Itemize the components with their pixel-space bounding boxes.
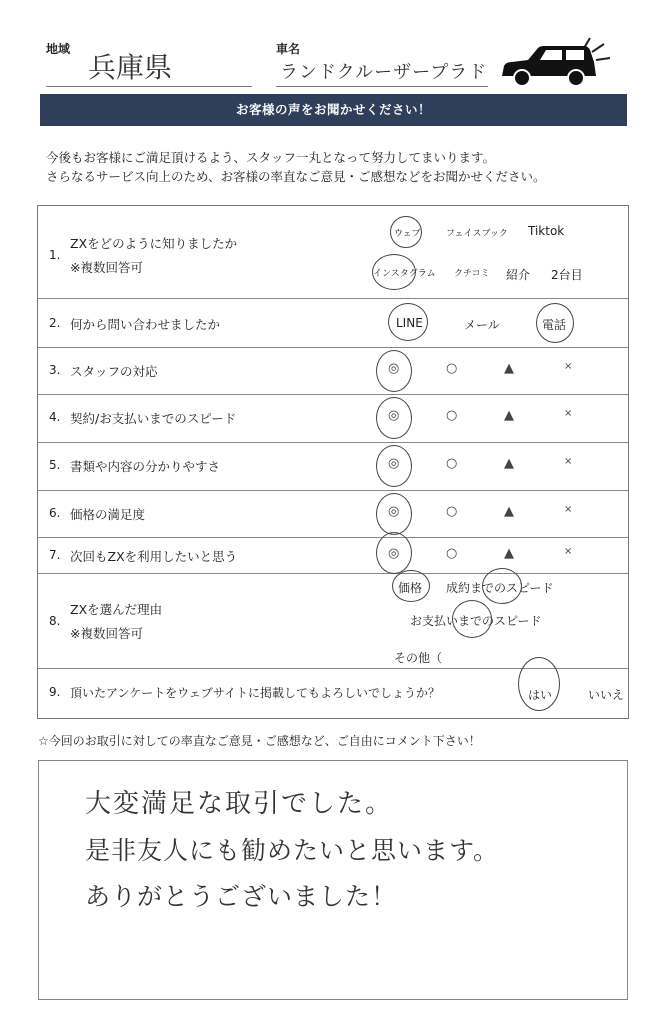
comment-line-2: 是非友人にも勧めたいと思います。: [85, 836, 500, 865]
hand-circle-mark: [482, 568, 522, 604]
rating-fair[interactable]: ▲: [504, 456, 514, 471]
rating-fair[interactable]: ▲: [504, 546, 514, 561]
question-row-2: [38, 299, 628, 348]
comment-prompt: ☆今回のお取引に対しての率直なご意見・ご感想など、ご自由にコメント下さい！: [38, 734, 481, 748]
hand-circle-mark: [372, 254, 416, 290]
rating-poor[interactable]: ×: [564, 408, 573, 419]
question-number: 9.: [49, 685, 61, 699]
question-row-8: [38, 574, 628, 669]
hand-circle-mark: [376, 397, 412, 439]
rating-poor[interactable]: ×: [564, 504, 573, 515]
hand-circle-mark: [376, 350, 412, 392]
option-contract-speed[interactable]: 成約までのスピード: [446, 581, 554, 595]
intro-line-1: 今後もお客様にご満足頂けるよう、スタッフ一丸となって努力してまいります。: [46, 150, 496, 165]
car-value: ランドクルーザープラド: [280, 62, 488, 83]
question-text: ZXを選んだ理由: [70, 602, 163, 617]
rating-excellent[interactable]: ◎: [388, 456, 400, 471]
rating-excellent[interactable]: ◎: [388, 408, 400, 423]
survey-table: [37, 205, 629, 719]
question-number: 2.: [49, 316, 61, 330]
question-row-5: [38, 443, 628, 491]
car-underline: [276, 86, 488, 87]
rating-poor[interactable]: ×: [564, 456, 573, 467]
rating-excellent[interactable]: ◎: [388, 504, 400, 519]
hand-circle-mark: [392, 570, 430, 602]
question-number: 4.: [49, 410, 61, 424]
option-tiktok[interactable]: Tiktok: [528, 224, 565, 238]
rating-good[interactable]: ○: [446, 546, 458, 561]
hand-circle-mark: [376, 445, 412, 487]
option-kuchikomi[interactable]: クチコミ: [454, 269, 490, 279]
option-payment-speed[interactable]: お支払いまでのスピード: [410, 614, 542, 628]
question-number: 3.: [49, 363, 61, 377]
option-line[interactable]: LINE: [396, 316, 423, 330]
option-introduction[interactable]: 紹介: [506, 268, 531, 282]
question-text: 契約/お支払いまでのスピード: [70, 411, 237, 426]
hand-circle-mark: [518, 657, 560, 711]
region-value: 兵庫県: [88, 51, 173, 84]
hand-circle-mark: [452, 600, 492, 638]
option-other[interactable]: その他（: [394, 651, 443, 665]
region-underline: [46, 86, 252, 87]
question-text: ZXをどのように知りましたか: [70, 236, 238, 251]
intro-line-2: さらなるサービス向上のため、お客様の率直なご意見・ご感想などをお聞かせください。: [46, 169, 546, 184]
option-web[interactable]: ウェブ: [394, 229, 421, 239]
question-row-3: [38, 348, 628, 395]
rating-fair[interactable]: ▲: [504, 408, 514, 423]
hand-circle-mark: [376, 493, 412, 535]
question-number: 1.: [49, 248, 61, 262]
hand-circle-mark: [376, 532, 412, 574]
question-text: 次回もZXを利用したいと思う: [70, 549, 238, 564]
hand-circle-mark: [536, 303, 574, 343]
comment-box[interactable]: [38, 760, 628, 1000]
comment-line-3: ありがとうございました！: [85, 882, 398, 911]
rating-fair[interactable]: ▲: [504, 361, 514, 376]
rating-good[interactable]: ○: [446, 408, 458, 423]
option-yes[interactable]: はい: [528, 688, 553, 702]
question-note: ※複数回答可: [70, 260, 143, 275]
option-price[interactable]: 価格: [398, 581, 423, 595]
question-text: 頂いたアンケートをウェブサイトに掲載してもよろしいでしょうか？: [70, 686, 440, 700]
question-row-1: [38, 206, 628, 299]
option-instagram[interactable]: インスタグラム: [373, 269, 436, 279]
option-second-car[interactable]: 2台目: [551, 268, 583, 282]
rating-fair[interactable]: ▲: [504, 504, 514, 519]
question-number: 6.: [49, 506, 61, 520]
question-note: ※複数回答可: [70, 626, 143, 641]
option-phone[interactable]: 電話: [542, 318, 567, 332]
car-icon: [498, 36, 624, 96]
comment-line-1: 大変満足な取引でした。: [85, 789, 394, 819]
question-text: 書類や内容の分かりやすさ: [70, 459, 221, 474]
question-number: 7.: [49, 548, 61, 562]
question-number: 5.: [49, 458, 61, 472]
region-label: 地域: [46, 42, 71, 56]
option-facebook[interactable]: フェイスブック: [446, 229, 508, 239]
question-row-9: [38, 669, 628, 717]
question-text: 何から問い合わせましたか: [70, 317, 221, 332]
rating-good[interactable]: ○: [446, 456, 458, 471]
question-text: スタッフの対応: [70, 364, 158, 379]
hand-circle-mark: [390, 216, 422, 248]
option-no[interactable]: いいえ: [588, 688, 625, 702]
rating-poor[interactable]: ×: [564, 361, 573, 372]
question-row-7: [38, 538, 628, 574]
rating-excellent[interactable]: ◎: [388, 361, 400, 376]
rating-poor[interactable]: ×: [564, 546, 573, 557]
hand-circle-mark: [388, 303, 428, 341]
question-row-6: [38, 491, 628, 538]
rating-good[interactable]: ○: [446, 361, 458, 376]
rating-excellent[interactable]: ◎: [388, 546, 400, 561]
banner-title: お客様の声をお聞かせください！: [40, 94, 627, 126]
question-row-4: [38, 395, 628, 443]
option-email[interactable]: メール: [464, 318, 500, 332]
car-label: 車名: [276, 42, 301, 56]
rating-good[interactable]: ○: [446, 504, 458, 519]
question-text: 価格の満足度: [70, 507, 146, 522]
question-number: 8.: [49, 614, 61, 628]
